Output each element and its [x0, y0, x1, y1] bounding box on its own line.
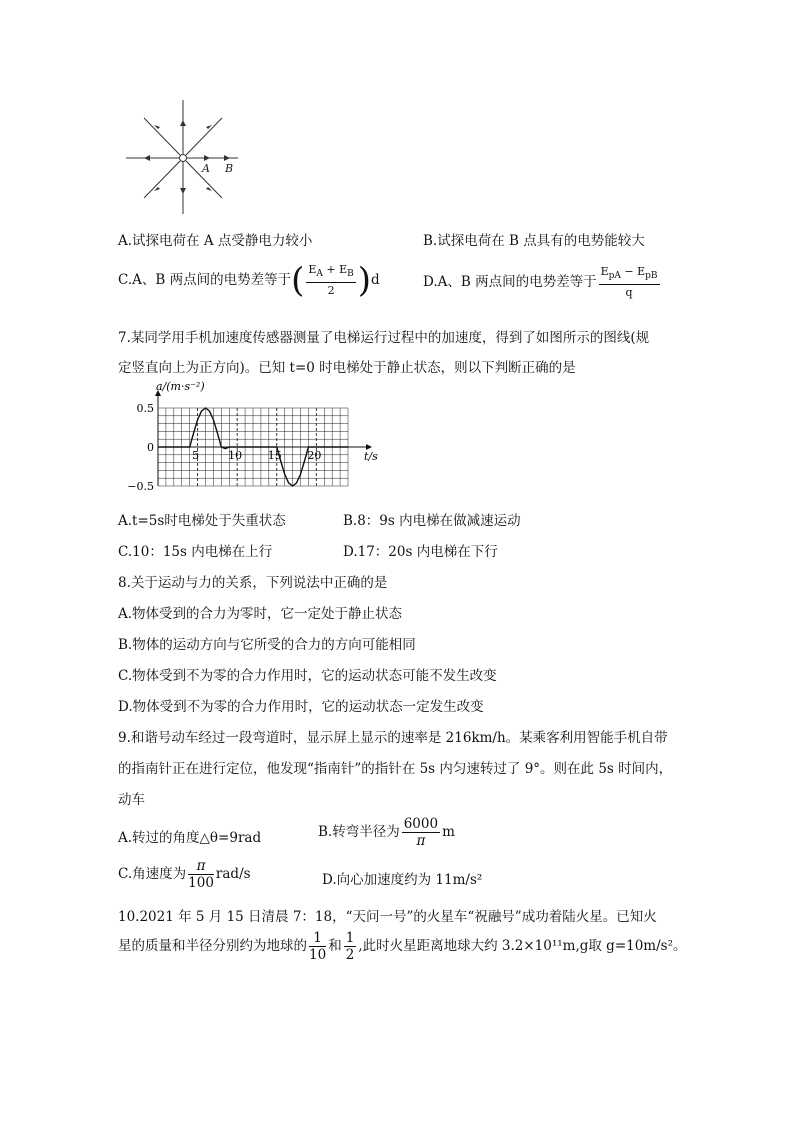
x-tick-label: 5 [192, 449, 200, 462]
q7-stem-line1: 7.某同学用手机加速度传感器测量了电梯运行过程中的加速度，得到了如图所示的图线(规 [118, 330, 650, 346]
q6-option-a: A.试探电荷在 A 点受静电力较小 [118, 233, 313, 249]
q6-option-b: B.试探电荷在 B 点具有的电势能较大 [423, 233, 645, 249]
q10-line1: 10.2021 年 5 月 15 日清晨 7：18，“天问一号”的火星车“祝融号”成功着陆火星。已知火 [118, 909, 657, 925]
q6-option-c: C.A、B 两点间的电势差等于( $\frac{E_A + E_B}{2}$ )d [118, 260, 380, 301]
q9-stem-line2: 的指南针正在进行定位，他发现“指南针”的指针在 5s 内匀速转过了 9°。则在此 5s 时间内， [118, 761, 673, 777]
q9-option-c: C.角速度为 $\frac{\pi}{100}$ rad/s [118, 858, 251, 891]
q10-line2: 星的质量和半径分别约为地球的 $\frac{1}{10}$ 和 $\frac{1}{2}$ ,此时火星距离地球大约 3.2×10¹¹m,g取 g=10m/s²。 [118, 930, 687, 963]
label-a: A [202, 162, 210, 175]
q8-option-a: A.物体受到的合力为零时，它一定处于静止状态 [118, 606, 403, 622]
label-b: B [225, 162, 234, 175]
x-tick-label: 20 [307, 449, 322, 462]
q6-option-d: D.A、B 两点间的电势差等于 $\frac{E_{pA} - E_{pB}}{q}$ [423, 265, 658, 300]
q6-c-fraction: $\frac{E_A + E_B}{2}$ [308, 263, 354, 298]
y-tick-label: 0 [147, 441, 154, 454]
q9-stem-line3: 动车 [118, 792, 145, 808]
x-axis-label: t/s [364, 450, 378, 463]
q7-option-b: B.8：9s 内电梯在做减速运动 [343, 513, 521, 529]
point-charge [180, 155, 187, 162]
acceleration-chart [118, 378, 388, 498]
x-tick-label: 10 [228, 449, 243, 462]
q7-option-d: D.17：20s 内电梯在下行 [343, 544, 498, 560]
q8-option-c: C.物体受到不为零的合力作用时，它的运动状态可能不发生改变 [118, 668, 497, 684]
q8-option-b: B.物体的运动方向与它所受的合力的方向可能相同 [118, 637, 416, 653]
y-tick-label: −0.5 [127, 480, 154, 493]
y-tick-label: 0.5 [136, 402, 154, 415]
q7-option-c: C.10：15s 内电梯在上行 [118, 544, 273, 560]
y-axis-label: a/(m·s⁻²) [156, 380, 205, 393]
q8-stem: 8.关于运动与力的关系，下列说法中正确的是 [118, 575, 388, 591]
field-line-dl [144, 161, 180, 198]
field-line-ur [186, 118, 222, 155]
electric-field-diagram [120, 96, 250, 220]
q9-option-d: D.向心加速度约为 11m/s² [322, 872, 483, 888]
q6-d-fraction: $\frac{E_{pA} - E_{pB}}{q}$ [600, 265, 658, 300]
q9-option-a: A.转过的角度△θ=9rad [118, 830, 262, 846]
q7-stem-line2: 定竖直向上为正方向)。已知 t=0 时电梯处于静止状态，则以下判断正确的是 [118, 360, 576, 376]
field-line-ul [144, 118, 180, 155]
q8-option-d: D.物体受到不为零的合力作用时，它的运动状态一定发生改变 [118, 699, 484, 715]
q9-option-b: B.转弯半径为 $\frac{6000}{\pi}$ m [318, 816, 455, 849]
q7-option-a: A.t=5s时电梯处于失重状态 [118, 513, 286, 529]
x-tick-label: 15 [267, 449, 282, 462]
q9-stem-line1: 9.和谐号动车经过一段弯道时，显示屏上显示的速率是 216km/h。某乘客利用智能手机自带 [118, 730, 668, 746]
